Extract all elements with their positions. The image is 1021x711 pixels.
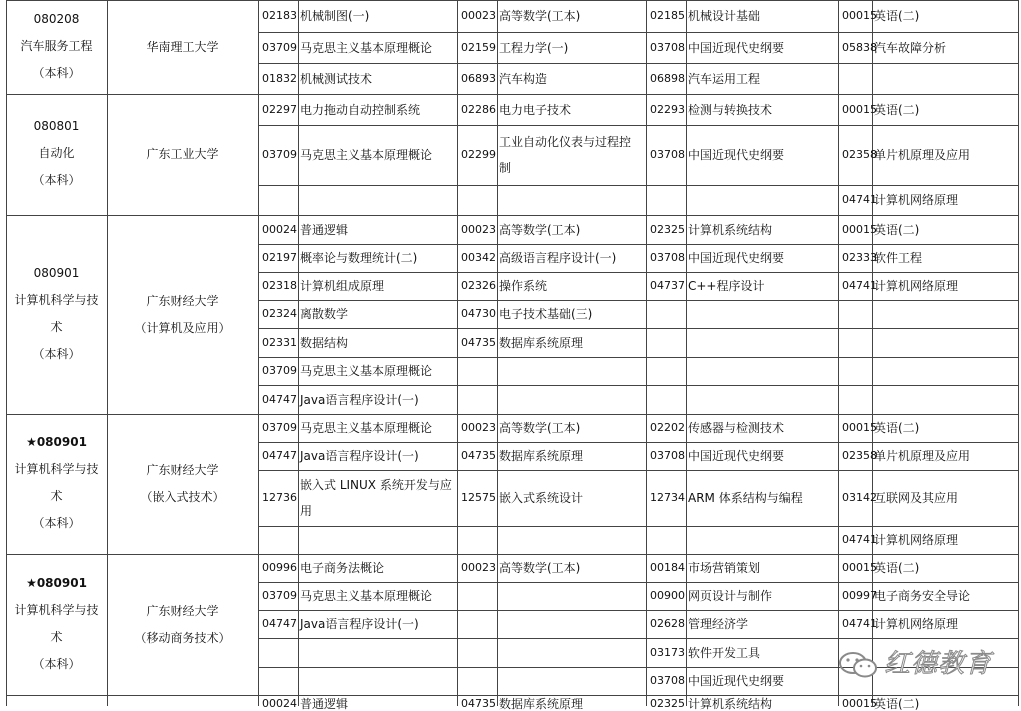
course-name: 英语(二) bbox=[874, 9, 920, 23]
course-code: 03142 bbox=[842, 491, 877, 504]
course-row-border bbox=[258, 470, 1019, 471]
course-name: 普通逻辑 bbox=[300, 222, 349, 237]
wechat-icon bbox=[836, 650, 882, 680]
course-code: 00015 bbox=[842, 697, 877, 710]
course-name: 离散数学 bbox=[300, 307, 349, 321]
course-code: 00015 bbox=[842, 222, 877, 236]
course-name: 汽车运用工程 bbox=[688, 71, 761, 86]
course-code: 12575 bbox=[461, 491, 496, 504]
major-name: （本科） bbox=[32, 516, 81, 530]
course-code: 00015 bbox=[842, 9, 877, 22]
course-name: 软件工程 bbox=[874, 251, 923, 265]
major-name: 自动化 bbox=[38, 146, 75, 160]
course-code: 00342 bbox=[461, 251, 496, 264]
table-top-border bbox=[6, 0, 1019, 1]
course-name: 马克思主义基本原理概论 bbox=[300, 40, 433, 55]
course-name: 制 bbox=[499, 161, 512, 175]
course-row-border bbox=[258, 125, 1019, 126]
course-row-border bbox=[258, 385, 1019, 386]
course-row-border bbox=[258, 610, 1019, 611]
course-code: 02185 bbox=[650, 9, 685, 22]
course-name: 普通逻辑 bbox=[300, 697, 349, 711]
course-name: 计算机系统结构 bbox=[688, 222, 773, 237]
course-name: 计算机网络原理 bbox=[874, 617, 959, 631]
course-name: 嵌入式 LINUX 系统开发与应 bbox=[300, 478, 452, 492]
course-name: 机械测试技术 bbox=[300, 71, 373, 86]
course-code: 00023 bbox=[461, 421, 496, 434]
course-name: 电子商务安全导论 bbox=[874, 589, 971, 603]
course-name: Java语言程序设计(一) bbox=[300, 617, 419, 631]
course-name: 工业自动化仪表与过程控 bbox=[499, 135, 632, 149]
row-border bbox=[6, 414, 1019, 415]
course-name: 管理经济学 bbox=[688, 617, 749, 631]
course-code: 06893 bbox=[461, 71, 496, 85]
course-name: 高级语言程序设计(一) bbox=[499, 251, 617, 265]
school-name: （嵌入式技术） bbox=[140, 490, 225, 504]
course-code: 03709 bbox=[262, 40, 297, 54]
course-code: 04735 bbox=[461, 335, 496, 349]
major-name: （本科） bbox=[32, 65, 81, 80]
row-border bbox=[6, 695, 1019, 696]
course-code: 02358 bbox=[842, 449, 877, 462]
course-code: 00184 bbox=[650, 561, 685, 574]
course-code: 04741 bbox=[842, 279, 877, 292]
row-border bbox=[6, 215, 1019, 216]
code-name-divider bbox=[298, 0, 299, 706]
column-border bbox=[258, 0, 259, 706]
major-name: ★080901 bbox=[26, 575, 87, 590]
course-name: 高等数学(工本) bbox=[499, 222, 581, 237]
course-code: 06898 bbox=[650, 71, 685, 85]
course-code: 04747 bbox=[262, 617, 297, 630]
major-name: 术 bbox=[50, 489, 63, 503]
course-code: 02333 bbox=[842, 251, 877, 264]
major-name: ★080901 bbox=[26, 435, 87, 449]
course-name: 马克思主义基本原理概论 bbox=[300, 421, 433, 435]
course-name: 高等数学(工本) bbox=[499, 561, 581, 575]
course-name: 机械设计基础 bbox=[688, 9, 761, 23]
course-name: 数据库系统原理 bbox=[499, 449, 584, 463]
course-code: 00024 bbox=[262, 222, 297, 236]
course-row-border bbox=[258, 442, 1019, 443]
course-code: 02183 bbox=[262, 9, 297, 22]
course-code: 02197 bbox=[262, 251, 297, 264]
course-name: 英语(二) bbox=[874, 102, 920, 117]
school-name: （计算机及应用） bbox=[134, 320, 231, 335]
course-code: 02299 bbox=[461, 148, 496, 161]
course-row-border bbox=[258, 582, 1019, 583]
course-row-border bbox=[258, 32, 1019, 33]
course-code: 02286 bbox=[461, 102, 496, 116]
watermark-text: 红德教育 bbox=[884, 649, 993, 679]
major-name: 汽车服务工程 bbox=[20, 38, 93, 53]
course-name: 中国近现代史纲要 bbox=[688, 674, 785, 688]
course-name: 高等数学(工本) bbox=[499, 421, 581, 435]
course-name: 检测与转换技术 bbox=[688, 102, 773, 117]
course-name: 高等数学(工本) bbox=[499, 9, 581, 23]
course-name: 计算机系统结构 bbox=[688, 697, 773, 711]
course-name: 英语(二) bbox=[874, 222, 920, 237]
course-name: Java语言程序设计(一) bbox=[300, 449, 419, 463]
course-code: 02325 bbox=[650, 697, 685, 710]
major-name: （本科） bbox=[32, 173, 81, 187]
course-code: 03709 bbox=[262, 421, 297, 434]
major-name: 计算机科学与技 bbox=[14, 462, 99, 476]
course-code: 04737 bbox=[650, 279, 685, 292]
school-name: 广东财经大学 bbox=[146, 293, 219, 308]
course-code: 04741 bbox=[842, 617, 877, 630]
course-code: 12736 bbox=[262, 491, 297, 504]
row-border bbox=[6, 94, 1019, 95]
course-code: 00015 bbox=[842, 561, 877, 574]
course-code: 02324 bbox=[262, 307, 297, 320]
course-row-border bbox=[258, 526, 1019, 527]
course-row-border bbox=[258, 185, 1019, 186]
course-row-border bbox=[258, 300, 1019, 301]
column-border bbox=[1018, 0, 1019, 706]
course-name: C++程序设计 bbox=[688, 279, 765, 293]
course-code: 02293 bbox=[650, 102, 685, 116]
course-code: 04741 bbox=[842, 193, 877, 206]
row-border bbox=[6, 554, 1019, 555]
course-row-border bbox=[258, 357, 1019, 358]
column-border bbox=[838, 0, 839, 706]
course-code: 03708 bbox=[650, 148, 685, 161]
course-code: 03708 bbox=[650, 251, 685, 264]
course-code: 02159 bbox=[461, 40, 496, 54]
course-code: 00023 bbox=[461, 561, 496, 574]
course-code: 02318 bbox=[262, 279, 297, 292]
course-name: 计算机网络原理 bbox=[874, 193, 959, 207]
course-code: 00015 bbox=[842, 421, 877, 434]
course-code: 00023 bbox=[461, 222, 496, 236]
course-row-border bbox=[258, 328, 1019, 329]
course-name: 传感器与检测技术 bbox=[688, 421, 785, 435]
course-name: 电子技术基础(三) bbox=[499, 307, 593, 321]
course-name: 计算机网络原理 bbox=[874, 533, 959, 547]
code-name-divider bbox=[686, 0, 687, 706]
course-name: 互联网及其应用 bbox=[874, 491, 959, 505]
course-code: 02297 bbox=[262, 102, 297, 116]
major-name: （本科） bbox=[32, 656, 81, 671]
course-code: 04741 bbox=[842, 533, 877, 546]
course-row-border bbox=[258, 638, 1019, 639]
course-code: 04735 bbox=[461, 449, 496, 462]
course-name: 软件开发工具 bbox=[688, 645, 761, 660]
watermark bbox=[836, 646, 996, 686]
course-name: 数据结构 bbox=[300, 335, 349, 350]
course-code: 00024 bbox=[262, 697, 297, 710]
course-name: 马克思主义基本原理概论 bbox=[300, 364, 433, 378]
course-code: 00997 bbox=[842, 589, 877, 602]
course-name: 数据库系统原理 bbox=[499, 697, 584, 711]
course-code: 03709 bbox=[262, 589, 297, 602]
course-code: 02628 bbox=[650, 617, 685, 630]
course-name: 计算机网络原理 bbox=[874, 279, 959, 293]
course-name: 嵌入式系统设计 bbox=[499, 491, 584, 505]
course-code: 02202 bbox=[650, 421, 685, 434]
course-code: 04735 bbox=[461, 697, 496, 710]
school-name: 广东工业大学 bbox=[146, 147, 219, 161]
course-code: 03709 bbox=[262, 364, 297, 377]
course-code: 02331 bbox=[262, 335, 297, 349]
course-code: 00996 bbox=[262, 561, 297, 574]
course-name: 马克思主义基本原理概论 bbox=[300, 148, 433, 162]
course-name: ARM 体系结构与编程 bbox=[688, 491, 803, 505]
course-code: 00015 bbox=[842, 102, 877, 116]
major-name: 术 bbox=[50, 629, 63, 644]
course-name: 英语(二) bbox=[874, 697, 920, 711]
course-name: 机械制图(一) bbox=[300, 9, 370, 23]
course-name: 电力电子技术 bbox=[499, 102, 572, 117]
course-code: 03709 bbox=[262, 148, 297, 161]
major-name: 计算机科学与技 bbox=[14, 292, 99, 307]
course-name: 电力拖动自动控制系统 bbox=[300, 102, 421, 117]
course-code: 01832 bbox=[262, 71, 297, 85]
course-code: 04747 bbox=[262, 449, 297, 462]
major-name: 080801 bbox=[33, 119, 80, 133]
course-code: 03708 bbox=[650, 674, 685, 687]
course-name: 操作系统 bbox=[499, 279, 548, 293]
course-name: 英语(二) bbox=[874, 421, 920, 435]
course-code: 00900 bbox=[650, 589, 685, 602]
course-name: 电子商务法概论 bbox=[300, 561, 385, 575]
school-name: 广东财经大学 bbox=[146, 603, 219, 618]
course-code: 04747 bbox=[262, 392, 297, 406]
course-name: 工程力学(一) bbox=[499, 40, 569, 55]
course-name: 英语(二) bbox=[874, 561, 920, 575]
course-name: 中国近现代史纲要 bbox=[688, 449, 785, 463]
course-code: 12734 bbox=[650, 491, 685, 504]
course-name: 汽车故障分析 bbox=[874, 40, 947, 55]
major-name: 080901 bbox=[33, 265, 80, 280]
school-name: 华南理工大学 bbox=[146, 39, 219, 54]
course-name: 用 bbox=[300, 504, 313, 518]
course-name: 计算机组成原理 bbox=[300, 279, 385, 293]
major-name: 计算机科学与技 bbox=[14, 602, 99, 617]
course-name: 中国近现代史纲要 bbox=[688, 148, 785, 162]
course-name: 市场营销策划 bbox=[688, 561, 761, 575]
course-name: 概率论与数理统计(二) bbox=[300, 251, 418, 265]
course-name: 网页设计与制作 bbox=[688, 589, 773, 603]
course-name: Java语言程序设计(一) bbox=[300, 392, 419, 407]
course-name: 单片机原理及应用 bbox=[874, 148, 971, 162]
major-name: （本科） bbox=[32, 346, 81, 361]
major-name: 术 bbox=[50, 319, 63, 334]
course-row-border bbox=[258, 63, 1019, 64]
course-code: 03708 bbox=[650, 40, 685, 54]
course-code: 02325 bbox=[650, 222, 685, 236]
column-border bbox=[646, 0, 647, 706]
course-name: 数据库系统原理 bbox=[499, 335, 584, 350]
school-name: 广东财经大学 bbox=[146, 463, 219, 477]
course-name: 马克思主义基本原理概论 bbox=[300, 589, 433, 603]
course-name: 中国近现代史纲要 bbox=[688, 40, 785, 55]
course-code: 03708 bbox=[650, 449, 685, 462]
course-row-border bbox=[258, 244, 1019, 245]
course-row-border bbox=[258, 272, 1019, 273]
course-code: 03173 bbox=[650, 645, 685, 659]
course-name: 中国近现代史纲要 bbox=[688, 251, 785, 265]
course-code: 02326 bbox=[461, 279, 496, 292]
column-border bbox=[457, 0, 458, 706]
school-name: （移动商务技术） bbox=[134, 630, 231, 645]
course-code: 02358 bbox=[842, 148, 877, 161]
major-name: 080208 bbox=[33, 11, 80, 26]
course-code: 04730 bbox=[461, 307, 496, 320]
course-code: 00023 bbox=[461, 9, 496, 22]
code-name-divider bbox=[497, 0, 498, 706]
course-name: 单片机原理及应用 bbox=[874, 449, 971, 463]
course-code: 05838 bbox=[842, 40, 877, 54]
course-name: 汽车构造 bbox=[499, 71, 548, 86]
